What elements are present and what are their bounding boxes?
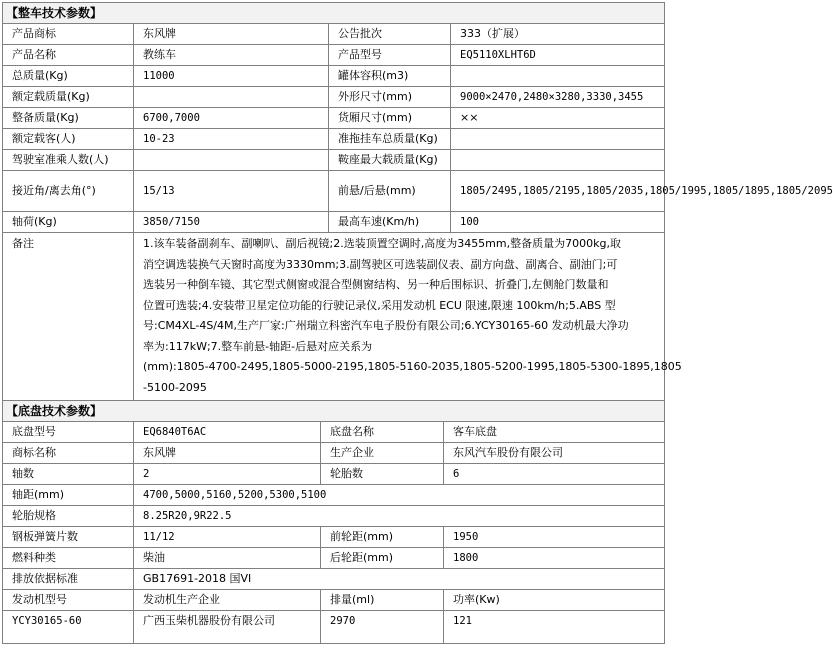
table-row [3,569,665,590]
label-cell: 排放依据标准 [3,569,134,590]
value-cell: 9000×2470,2480×3280,3330,3455 [451,87,665,108]
value-cell: 100 [451,212,665,233]
value-cell [134,150,329,171]
chassis-spec-table [2,400,665,644]
value-cell: 客车底盘 [444,422,665,443]
notes-line: 消空调选装换气天窗时高度为3330mm;3.副驾驶区可选装副仪表、副方向盘、副离合、副油门;可 [143,257,618,271]
vehicle-section-title: 【整车技术参数】 [3,3,665,24]
notes-row [3,233,665,401]
label-cell: 外形尺寸(mm) [329,87,451,108]
value-cell: 2 [134,464,321,485]
value-cell: 4700,5000,5160,5200,5300,5100 [134,485,665,506]
table-row [3,527,665,548]
engine-header-cell: 功率(Kw) [444,590,665,611]
table-row [3,87,665,108]
value-cell: 121 [444,611,665,644]
label-cell: 底盘名称 [321,422,444,443]
label-cell: 公告批次 [329,24,451,45]
value-cell: EQ5110XLHT6D [451,45,665,66]
vehicle-spec-table [2,2,833,401]
label-cell: 轮胎规格 [3,506,134,527]
chassis-section-title: 【底盘技术参数】 [3,401,665,422]
label-cell: 轴距(mm) [3,485,134,506]
value-cell: 1950 [444,527,665,548]
label-cell: 产品型号 [329,45,451,66]
value-cell: 11/12 [134,527,321,548]
table-row [3,212,665,233]
label-cell: 后轮距(mm) [321,548,444,569]
table-row [3,150,665,171]
notes-label: 备注 [3,233,134,401]
table-row [3,108,665,129]
label-cell: 轴荷(Kg) [3,212,134,233]
label-cell: 燃料种类 [3,548,134,569]
value-cell: 10-23 [134,129,329,150]
value-cell: 教练车 [134,45,329,66]
engine-header-cell: 发动机型号 [3,590,134,611]
label-cell: 产品名称 [3,45,134,66]
table-row [3,485,665,506]
label-cell: 额定载质量(Kg) [3,87,134,108]
value-cell: ×× [451,108,665,129]
value-cell: GB17691-2018 国VI [134,569,665,590]
value-cell [451,150,665,171]
notes-line: 选装另一种倒车镜、其它型式侧窗或混合型侧窗结构、另一种后围标识、折叠门,左侧舱门数量和 [143,278,609,291]
value-cell: 11000 [134,66,329,87]
spec-sheet [2,2,833,644]
table-row [3,24,665,45]
label-cell: 驾驶室准乘人数(人) [3,150,134,171]
notes-line: 号:CM4XL-4S/4M,生产厂家:广州瑞立科密汽车电子股份有限公司;6.YCY30165-60 发动机最大净功 [143,319,629,332]
value-cell: 广西玉柴机器股份有限公司 [134,611,321,644]
label-cell: 接近角/离去角(°) [3,171,134,212]
value-cell: 8.25R20,9R22.5 [134,506,665,527]
label-cell: 产品商标 [3,24,134,45]
value-cell [134,87,329,108]
table-row [3,548,665,569]
value-cell: 东风牌 [134,24,329,45]
label-cell: 底盘型号 [3,422,134,443]
label-cell: 最高车速(Km/h) [329,212,451,233]
value-cell: 1805/2495,1805/2195,1805/2035,1805/1995,1805/1895,1805/2095 [451,171,665,212]
label-cell: 总质量(Kg) [3,66,134,87]
value-cell: YCY30165-60 [3,611,134,644]
engine-header-row [3,590,665,611]
value-cell [451,66,665,87]
label-cell: 轮胎数 [321,464,444,485]
notes-cell [134,233,682,401]
notes-line: -5100-2095 [143,380,207,394]
label-cell: 钢板弹簧片数 [3,527,134,548]
value-cell: 333（扩展） [451,24,665,45]
table-row [3,129,665,150]
label-cell: 货厢尺寸(mm) [329,108,451,129]
label-cell: 罐体容积(m3) [329,66,451,87]
engine-row [3,611,665,644]
table-row [3,443,665,464]
table-row [3,506,665,527]
value-cell: 15/13 [134,171,329,212]
value-cell: 6700,7000 [134,108,329,129]
notes-line: (mm):1805-4700-2495,1805-5000-2195,1805-5160-2035,1805-5200-1995,1805-5300-1895,1805 [143,360,682,373]
value-cell: 1800 [444,548,665,569]
engine-header-cell: 发动机生产企业 [134,590,321,611]
table-row [3,422,665,443]
table-row [3,45,665,66]
label-cell: 鞍座最大载质量(Kg) [329,150,451,171]
engine-header-cell: 排量(ml) [321,590,444,611]
value-cell: 6 [444,464,665,485]
notes-line: 位置可选装;4.安装带卫星定位功能的行驶记录仪,采用发动机 ECU 限速,限速 100km/h;5.ABS 型 [143,298,616,312]
label-cell: 前轮距(mm) [321,527,444,548]
label-cell: 额定载客(人) [3,129,134,150]
table-row [3,464,665,485]
label-cell: 前悬/后悬(mm) [329,171,451,212]
notes-line: 率为:117kW;7.整车前悬-轴距-后悬对应关系为 [143,339,373,353]
label-cell: 轴数 [3,464,134,485]
value-cell [451,129,665,150]
label-cell: 生产企业 [321,443,444,464]
value-cell: EQ6840T6AC [134,422,321,443]
value-cell: 东风汽车股份有限公司 [444,443,665,464]
table-row [3,66,665,87]
label-cell: 商标名称 [3,443,134,464]
value-cell: 柴油 [134,548,321,569]
value-cell: 2970 [321,611,444,644]
label-cell: 整备质量(Kg) [3,108,134,129]
label-cell: 准拖挂车总质量(Kg) [329,129,451,150]
value-cell: 东风牌 [134,443,321,464]
table-row [3,171,665,212]
value-cell: 3850/7150 [134,212,329,233]
notes-line: 1.该车装备副刹车、副喇叭、副后视镜;2.选装顶置空调时,高度为3455mm,整备质量为7000kg,取 [143,237,621,250]
